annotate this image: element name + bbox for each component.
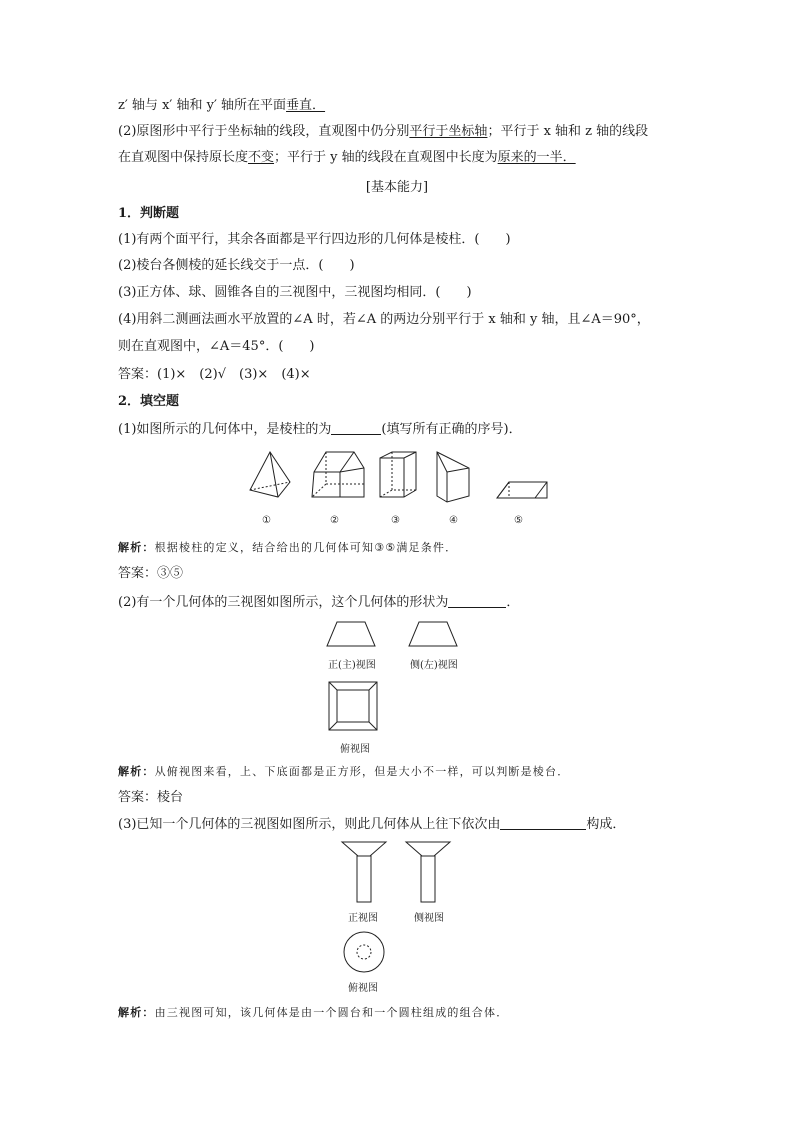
q2-p3-jiexi: 解析：由三视图可知，该几何体是由一个圆台和一个圆柱组成的组合体． xyxy=(118,1006,509,1019)
fig2-side-label: 侧(左)视图 xyxy=(410,660,458,671)
answer-blank xyxy=(448,593,506,608)
q1-answer: 答案：(1)× (2)√ (3)× (4)× xyxy=(118,367,311,382)
section-title: [基本能力] xyxy=(365,180,429,195)
fig3-side-label: 侧视图 xyxy=(414,913,444,924)
q2-p1: (1)如图所示的几何体中，是棱柱的为 (填写所有正确的序号)． xyxy=(118,422,522,437)
solid-prism-triangular xyxy=(497,482,547,498)
q2-p1-answer: 答案：③⑤ xyxy=(118,566,184,581)
solid-pyramid xyxy=(250,452,290,497)
intro-line-2: (2)原图形中平行于坐标轴的线段，直观图中仍分别平行于坐标轴；平行于 x 轴和 z 轴的线段 xyxy=(118,124,649,139)
q1-item-4: (4)用斜二测画法画水平放置的∠A 时，若∠A 的两边分别平行于 x 轴和 y 轴，且∠A＝90°， xyxy=(118,312,650,327)
front-view-shape xyxy=(342,842,386,902)
fig3-front-label: 正视图 xyxy=(348,913,378,924)
q2-p2-jiexi: 解析：从俯视图来看，上、下底面都是正方形，但是大小不一样，可以判断是棱台． xyxy=(118,765,570,778)
intro-line-3: 在直观图中保持原长度不变；平行于 y 轴的线段在直观图中长度为原来的一半． xyxy=(118,150,576,165)
q2-p2-answer: 答案：棱台 xyxy=(118,790,184,805)
q1-heading: 1．判断题 xyxy=(118,206,180,221)
fig1-label-4: ④ xyxy=(449,515,458,526)
q1-item-2: (2)棱台各侧棱的延长线交于一点．( ) xyxy=(118,258,355,273)
q2-p2: (2)有一个几何体的三视图如图所示，这个几何体的形状为 ． xyxy=(118,595,520,610)
top-view-circles xyxy=(344,932,384,972)
fig1-label-3: ③ xyxy=(391,515,400,526)
front-view-trapezoid xyxy=(327,622,375,646)
figure-solids xyxy=(240,450,560,514)
top-view-squares xyxy=(329,682,377,730)
fig1-label-2: ② xyxy=(330,515,339,526)
intro-line-1: z′ 轴与 x′ 轴和 y′ 轴所在平面垂直． xyxy=(118,98,326,113)
answer-blank xyxy=(500,815,586,830)
q2-heading: 2．填空题 xyxy=(118,394,180,409)
solid-prism-tall xyxy=(380,452,416,497)
fig2-front-label: 正(主)视图 xyxy=(328,660,376,671)
side-view-trapezoid xyxy=(409,622,457,646)
fig3-top-label: 俯视图 xyxy=(348,983,378,994)
q1-item-3: (3)正方体、球、圆锥各自的三视图中，三视图均相同．( ) xyxy=(118,285,472,300)
figure-frustum-views xyxy=(325,620,475,730)
figure-composite-views xyxy=(338,840,458,975)
q2-p3: (3)已知一个几何体的三视图如图所示，则此几何体从上往下依次由 构成． xyxy=(118,817,626,832)
solid-frustum xyxy=(312,452,364,497)
fig2-top-label: 俯视图 xyxy=(340,744,370,755)
q2-p1-jiexi: 解析：根据棱柱的定义，结合给出的几何体可知③⑤满足条件． xyxy=(118,541,458,554)
q1-item-5: 则在直观图中，∠A＝45°．( ) xyxy=(118,339,315,354)
q1-item-1: (1)有两个面平行，其余各面都是平行四边形的几何体是棱柱．( ) xyxy=(118,232,511,247)
solid-prism-slanted xyxy=(437,452,469,502)
answer-blank xyxy=(331,420,381,435)
fig1-label-5: ⑤ xyxy=(514,515,523,526)
side-view-shape xyxy=(406,842,450,902)
fig1-label-1: ① xyxy=(262,515,271,526)
